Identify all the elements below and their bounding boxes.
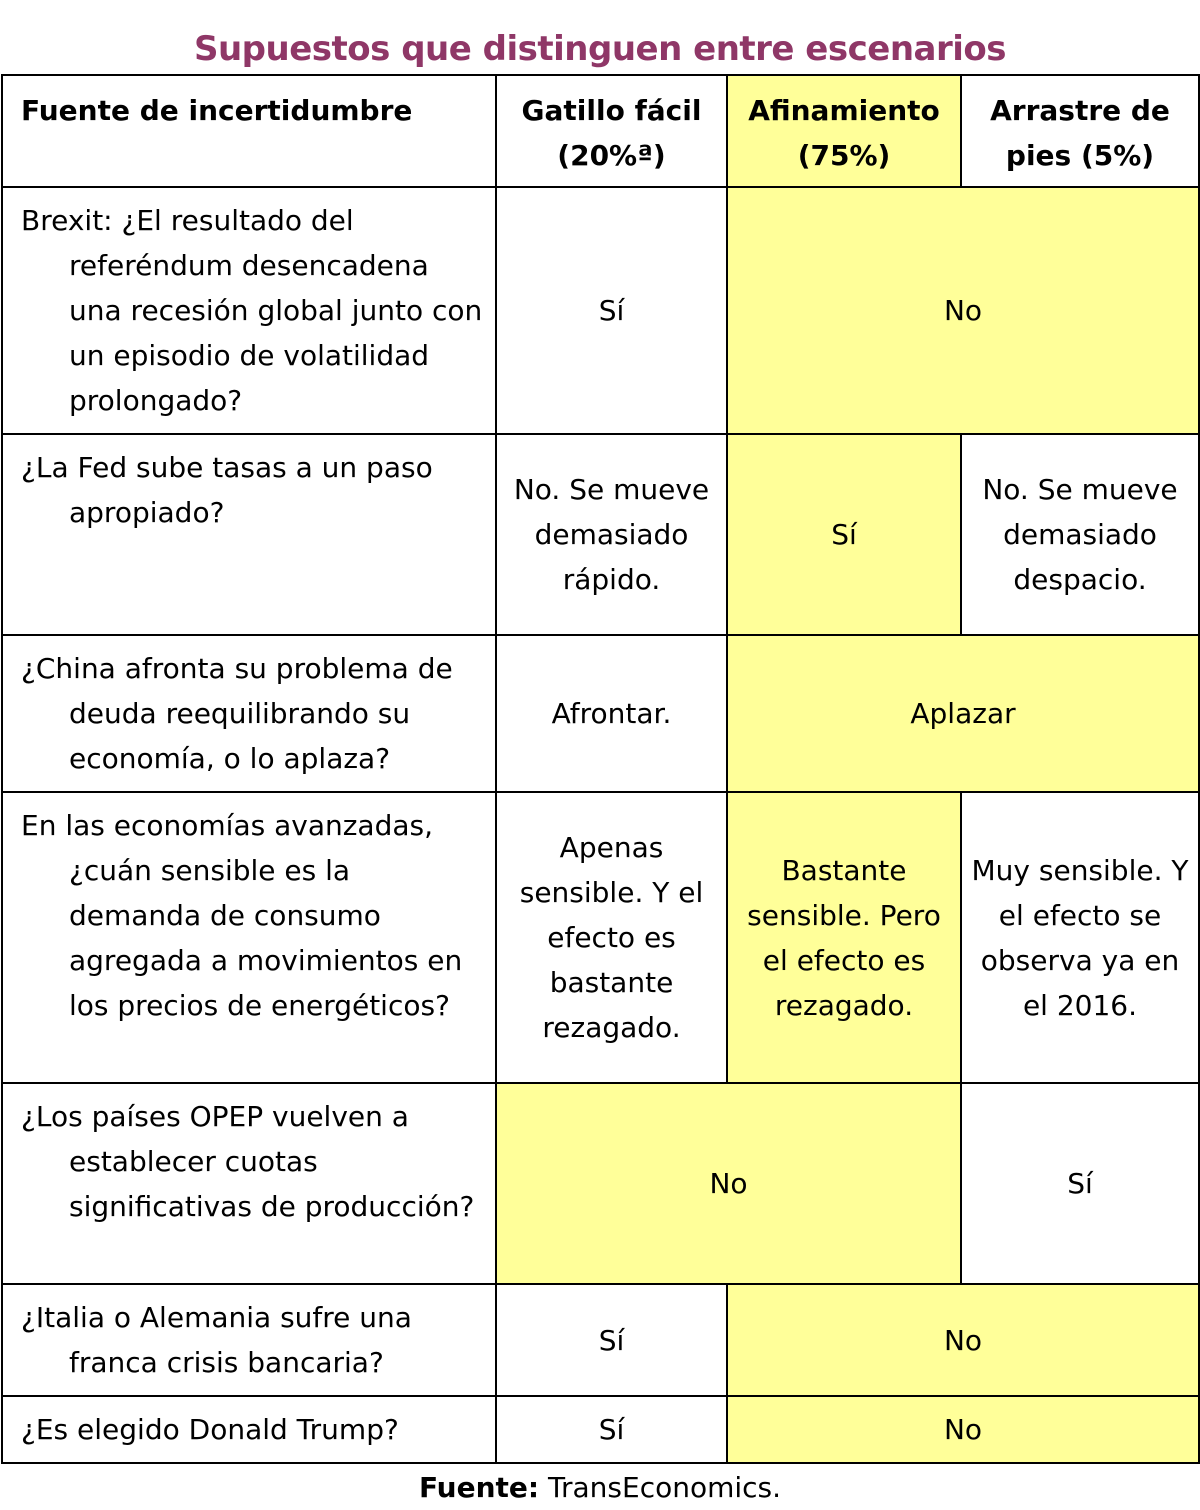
header-row xyxy=(2,75,1199,187)
answer-banks-gatillo: Sí xyxy=(496,1284,727,1396)
table-row-energy xyxy=(2,792,1199,1083)
question-banks: ¿Italia o Alemania sufre una franca crisis bancaria? xyxy=(2,1284,496,1396)
answer-fed-gatillo: No. Se mueve demasiado rápido. xyxy=(496,434,727,635)
answer-trump-afinamiento-arrastre: No xyxy=(727,1396,1199,1463)
question-energy: En las economías avanzadas, ¿cuán sensible es la demanda de consumo agregada a movimientos en los precios de energéticos? xyxy=(2,792,496,1083)
question-china: ¿China afronta su problema de deuda reequilibrando su economía, o lo aplaza? xyxy=(2,635,496,792)
header-arrastre-line1: Arrastre de xyxy=(990,94,1170,127)
question-brexit: Brexit: ¿El resultado del referéndum desencadena una recesión global junto con un episodio de volatilidad prolongado? xyxy=(2,187,496,434)
header-afinamiento xyxy=(727,75,961,187)
answer-energy-afinamiento: Bastante sensible. Pero el efecto es rezagado. xyxy=(727,792,961,1083)
answer-fed-afinamiento: Sí xyxy=(727,434,961,635)
header-gatillo xyxy=(496,75,727,187)
question-trump: ¿Es elegido Donald Trump? xyxy=(2,1396,496,1463)
source-value: TransEconomics. xyxy=(539,1471,782,1504)
question-opep: ¿Los países OPEP vuelven a establecer cuotas significativas de producción? xyxy=(2,1083,496,1284)
table-row-opep xyxy=(2,1083,1199,1284)
answer-brexit-gatillo: Sí xyxy=(496,187,727,434)
table-title: Supuestos que distinguen entre escenarios xyxy=(193,29,1006,69)
scenarios-table xyxy=(1,74,1200,1464)
header-arrastre-line2: pies (5%) xyxy=(1005,139,1155,172)
table-row-banks xyxy=(2,1284,1199,1396)
table-row-trump xyxy=(2,1396,1199,1463)
table-row-fed xyxy=(2,434,1199,635)
table-row-brexit xyxy=(2,187,1199,434)
header-arrastre xyxy=(961,75,1199,187)
answer-china-afinamiento-arrastre: Aplazar xyxy=(727,635,1199,792)
question-fed: ¿La Fed sube tasas a un paso apropiado? xyxy=(2,434,496,635)
table-row-china xyxy=(2,635,1199,792)
answer-energy-gatillo: Apenas sensible. Y el efecto es bastante rezagado. xyxy=(496,792,727,1083)
answer-energy-arrastre: Muy sensible. Y el efecto se observa ya en el 2016. xyxy=(961,792,1199,1083)
answer-brexit-afinamiento-arrastre: No xyxy=(727,187,1199,434)
header-gatillo-line2: (20%ª) xyxy=(557,139,666,172)
header-source: Fuente de incertidumbre xyxy=(2,75,496,187)
source-note xyxy=(0,1466,1200,1510)
header-afinamiento-line1: Afinamiento xyxy=(748,94,940,127)
answer-fed-arrastre: No. Se mueve demasiado despacio. xyxy=(961,434,1199,635)
answer-trump-gatillo: Sí xyxy=(496,1396,727,1463)
header-gatillo-line1: Gatillo fácil xyxy=(521,94,702,127)
answer-opep-arrastre: Sí xyxy=(961,1083,1199,1284)
answer-china-gatillo: Afrontar. xyxy=(496,635,727,792)
answer-banks-afinamiento-arrastre: No xyxy=(727,1284,1199,1396)
answer-opep-gatillo-afinamiento: No xyxy=(496,1083,961,1284)
source-label: Fuente: xyxy=(418,1471,540,1504)
header-afinamiento-line2: (75%) xyxy=(797,139,891,172)
